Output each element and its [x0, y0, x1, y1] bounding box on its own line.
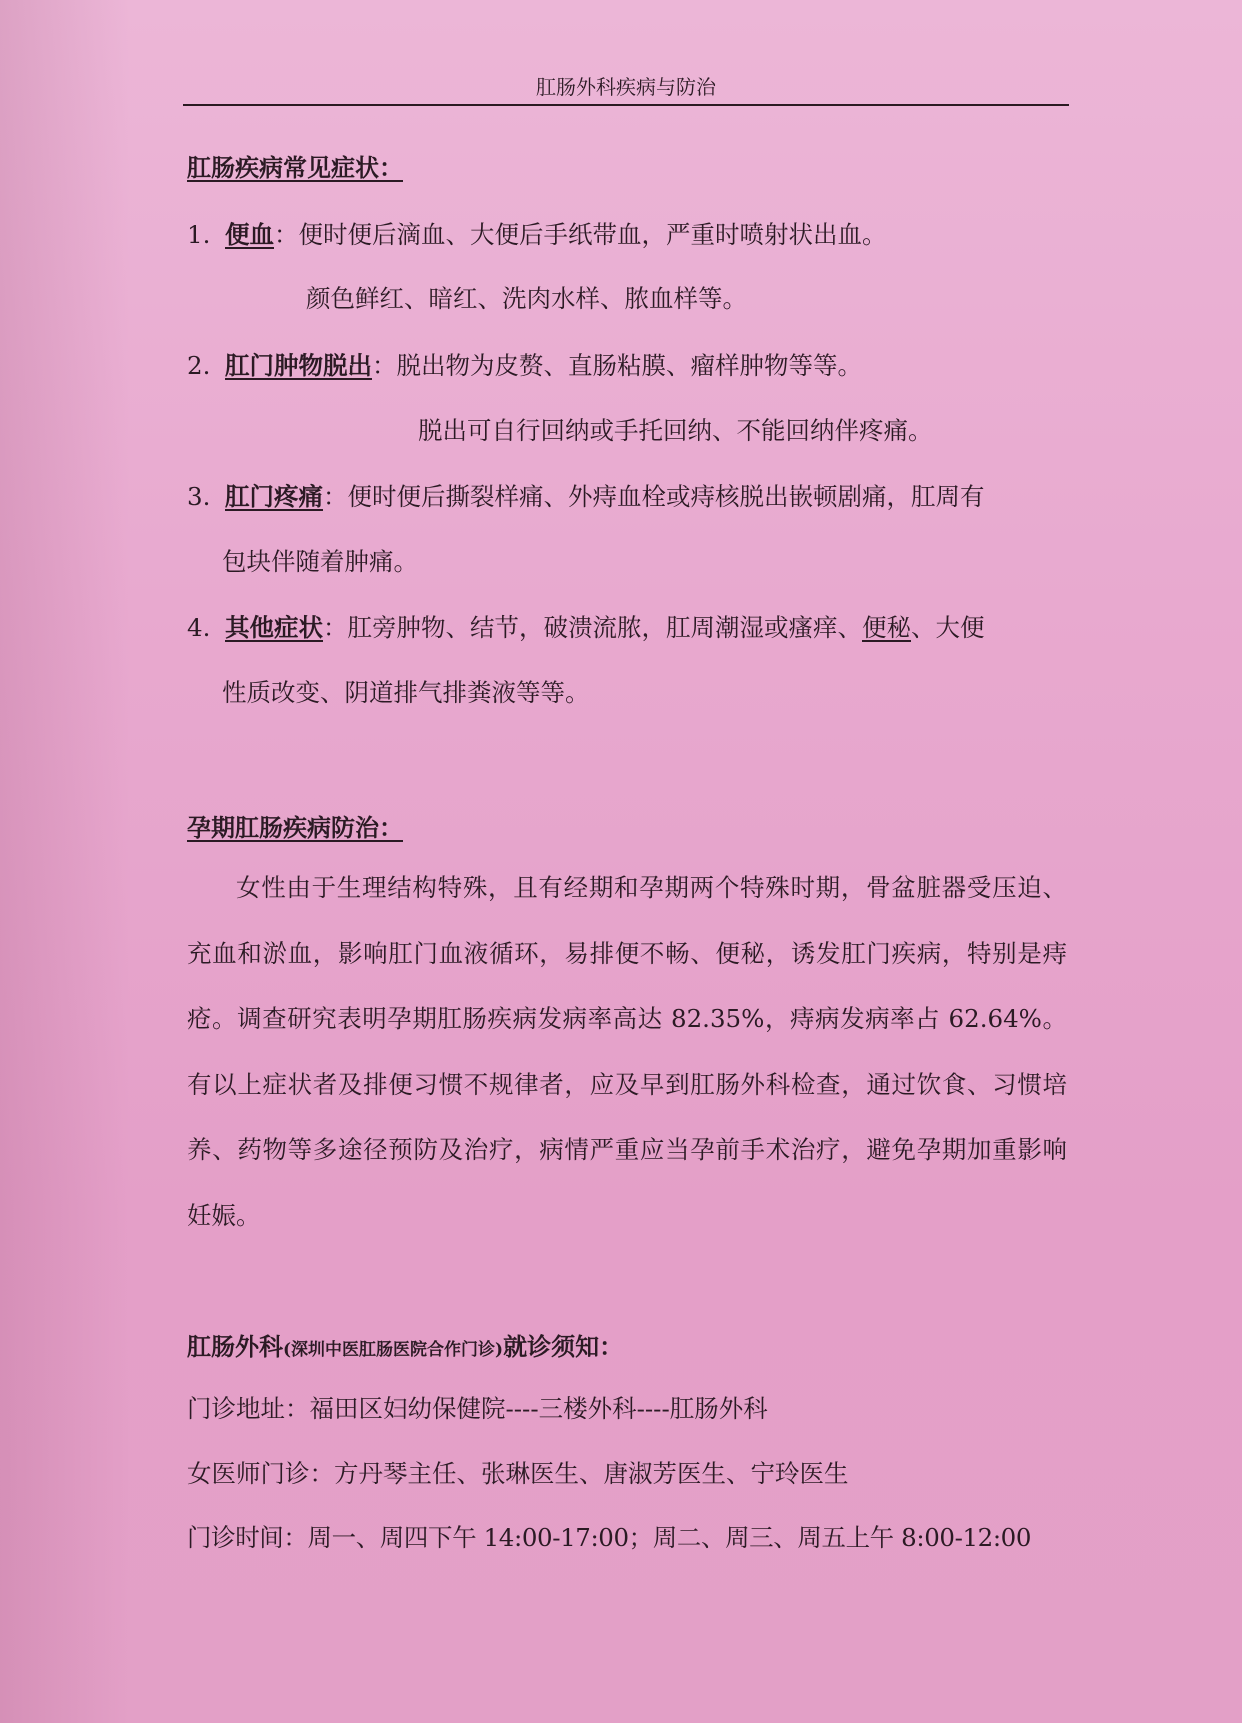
- item-text: ：脱出物为皮赘、直肠粘膜、瘤样肿物等等。: [372, 351, 862, 380]
- symptom-item-1: [187, 218, 887, 252]
- symptom-item-4-cont: 性质改变、阴道排气排粪液等等。: [222, 678, 590, 707]
- symptom-item-3: [187, 480, 985, 514]
- item-keyword: 其他症状: [225, 613, 323, 642]
- clinic-title-note: (深圳中医肛肠医院合作门诊): [283, 1340, 504, 1360]
- item-text: ：肛旁肿物、结节，破溃流脓，肛周潮湿或瘙痒、: [323, 613, 862, 642]
- item-keyword: 肛门肿物脱出: [225, 351, 372, 380]
- clinic-title-end: 就诊须知：: [503, 1332, 624, 1361]
- clinic-doctors: 女医师门诊：方丹琴主任、张琳医生、唐淑芳医生、宁玲医生: [187, 1459, 849, 1488]
- item-underlined-word: 便秘: [862, 613, 911, 642]
- clinic-title-main: 肛肠外科: [187, 1332, 283, 1361]
- item-keyword: 肛门疼痛: [225, 482, 323, 511]
- item-text: ：便时便后撕裂样痛、外痔血栓或痔核脱出嵌顿剧痛，肛周有: [323, 482, 985, 511]
- clinic-hours: 门诊时间：周一、周四下午 14:00-17:00；周二、周三、周五上午 8:00-12:00: [187, 1523, 1032, 1552]
- page-header: [183, 74, 1069, 106]
- symptom-item-1-cont: 颜色鲜红、暗红、洗肉水样、脓血样等。: [306, 284, 747, 313]
- symptoms-title: 肛肠疾病常见症状：: [187, 153, 403, 182]
- symptom-item-3-cont: 包块伴随着肿痛。: [222, 547, 418, 576]
- header-title: 肛肠外科疾病与防治: [536, 75, 716, 99]
- symptom-item-4: [187, 611, 985, 645]
- item-keyword: 便血: [225, 220, 274, 249]
- item-text-end: 、大便: [911, 613, 985, 642]
- page-shadow: [0, 0, 130, 1723]
- item-number: 2.: [187, 351, 211, 380]
- pregnancy-paragraph: 女性由于生理结构特殊，且有经期和孕期两个特殊时期，骨盆脏器受压迫、充血和淤血，影响肛门血液循环，易排便不畅、便秘，诱发肛门疾病，特别是痔疮。调查研究表明孕期肛肠疾病发病率高达 82.35%，痔病发病率占 62.64%。有以上症状者及排便习惯不规律者，应及早到肛肠外科检查，通过饮食、习惯培养、药物等多途径预防及治疗，病情严重应当孕前手术治疗，避免孕期加重影响妊娠。: [187, 873, 1067, 1230]
- symptom-item-2-cont: 脱出可自行回纳或手托回纳、不能回纳伴疼痛。: [418, 416, 933, 445]
- item-number: 3.: [187, 482, 211, 511]
- symptom-item-2: [187, 349, 862, 383]
- item-number: 4.: [187, 613, 211, 642]
- item-text: ：便时便后滴血、大便后手纸带血，严重时喷射状出血。: [274, 220, 887, 249]
- clinic-address: 门诊地址：福田区妇幼保健院----三楼外科----肛肠外科: [187, 1394, 768, 1423]
- item-number: 1.: [187, 220, 211, 249]
- clinic-title: [187, 1327, 623, 1362]
- pregnancy-title: 孕期肛肠疾病防治：: [187, 813, 403, 842]
